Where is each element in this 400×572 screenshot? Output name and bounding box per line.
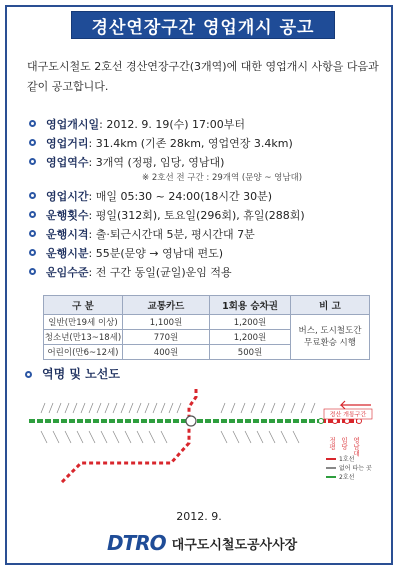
bullet-icon: [29, 139, 36, 146]
station-note: ※ 2호선 전 구간 : 29개역 (문양 ~ 영남대): [142, 173, 303, 183]
fact-distance: 영업거리 : 31.4km (기존 28km, 영업연장 3.4km): [29, 134, 384, 153]
line1-route: [61, 389, 196, 483]
route-map: [21, 383, 379, 491]
fact-interval: 운행시격 : 출·퇴근시간대 5분, 평시간대 7분: [29, 225, 384, 244]
notice-page: [5, 5, 393, 565]
bullet-icon: [29, 249, 36, 256]
svg-text:1호선: 1호선: [339, 456, 355, 463]
signature: 대구도시철도공사사장: [171, 537, 298, 553]
svg-text:없어 타는 곳: 없어 타는 곳: [339, 465, 372, 472]
new-station-label: 영남대: [352, 437, 360, 457]
header-category: 구 분: [44, 296, 123, 315]
bullet-icon: [29, 211, 36, 218]
fact-stations: 영업역수 : 3개역 (정평, 임당, 영남대): [29, 153, 384, 172]
map-legend: [326, 455, 372, 481]
signature-block: [107, 531, 297, 555]
notice-date: 2012. 9.: [176, 510, 222, 523]
bullet-icon: [29, 158, 36, 165]
table-row: 일반(만19세 이상) 1,100원 1,200원 버스, 도시철도간 무료환승 시행: [44, 315, 370, 330]
arrow-icon: [341, 401, 371, 409]
extension-label: 경산 개통구간: [329, 411, 367, 419]
bullet-icon: [29, 268, 36, 275]
bullet-icon: [25, 371, 32, 378]
new-station-label: 임당: [340, 437, 348, 450]
fact-start-date: 영업개시일 : 2012. 9. 19(수) 17:00부터: [29, 115, 384, 134]
fare-table: [43, 295, 370, 360]
bullet-icon: [29, 230, 36, 237]
table-row: 어린이(만6~12세) 400원 500원: [44, 345, 370, 360]
bullet-icon: [29, 192, 36, 199]
new-station-label: 정평: [328, 437, 336, 450]
map-section-title: 역명 및 노선도: [25, 365, 120, 382]
remark-cell: 버스, 도시철도간 무료환승 시행: [291, 315, 370, 360]
notice-title: 경산연장구간 영업개시 공고: [71, 11, 335, 39]
transfer-station-icon: [186, 416, 196, 426]
svg-text:2호선: 2호선: [339, 474, 355, 481]
station-note-row: [29, 172, 384, 187]
fact-travel-time: 운행시분 : 55분(문양 → 영남대 편도): [29, 244, 384, 263]
fare-table-header: [44, 296, 370, 315]
bullet-icon: [29, 120, 36, 127]
fact-trips: 운행횟수 : 평일(312회), 토요일(296회), 휴일(288회): [29, 206, 384, 225]
fact-fare: 운임수준 : 전 구간 동일(균일)운임 적용: [29, 263, 384, 282]
fact-hours: 영업시간 : 매일 05:30 ~ 24:00(18시간 30분): [29, 187, 384, 206]
header-remark: 비 고: [291, 296, 370, 315]
table-row: 청소년(만13~18세) 770원 1,200원: [44, 330, 370, 345]
header-card: 교통카드: [123, 296, 210, 315]
intro-text: 대구도시철도 2호선 경산연장구간(3개역)에 대한 영업개시 사항을 다음과 같이 공고합니다.: [27, 60, 379, 93]
header-ticket: 1회용 승차권: [210, 296, 291, 315]
fact-list: [29, 115, 384, 282]
dtro-logo: DTRO: [107, 531, 166, 555]
route-map-graphic: [21, 383, 379, 491]
